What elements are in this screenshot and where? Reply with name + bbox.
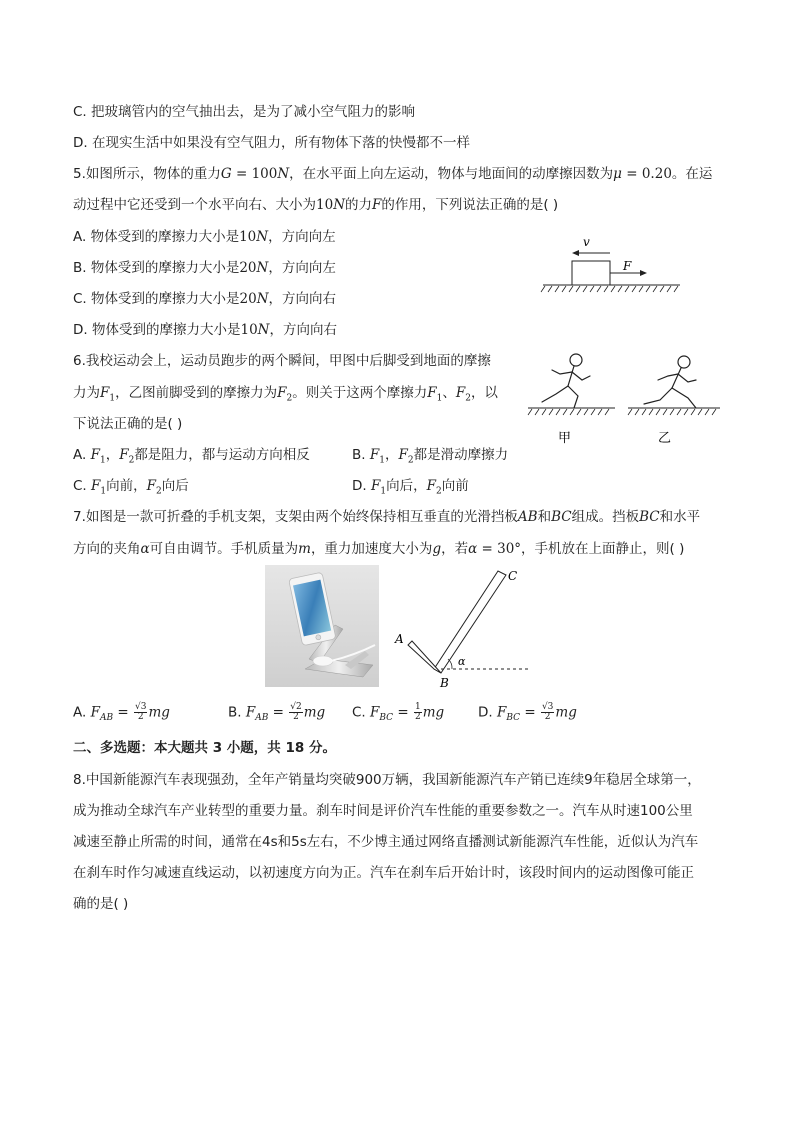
q8-line4: 在刹车时作匀减速直线运动，以初速度方向为正。汽车在刹车后开始计时，该段时间内的运动图像可能正 [73,865,694,881]
q6-stem-line2: 力为$F_1$，乙图前脚受到的摩擦力为$F_2$。则关于这两个摩擦力$F_1$、$F_2$，以 [73,385,498,404]
q5-block-figure [535,228,685,296]
label-alpha: α [458,655,466,668]
q6-runners-figure [520,350,725,448]
velocity-label: v [583,235,590,249]
label-c: C [508,569,518,583]
q7-option-b: B. $F_{AB}$ = $\frac{√2}{2}$ mg [228,702,326,724]
q5-option-c: C. 物体受到的摩擦力大小是20N，方向向右 [73,291,337,307]
q8-line3: 减速至静止所需的时间，通常在4s和5s左右，不少博主通过网络直播测试新能源汽车性能，近似认为汽车 [73,834,699,850]
q8-line2: 成为推动全球汽车产业转型的重要力量。刹车时间是评价汽车性能的重要参数之一。汽车从时速100公里 [73,803,693,819]
q5-stem-line2: 动过程中它还受到一个水平向右、大小为10N的力F的作用，下列说法正确的是( ) [73,197,559,213]
q4-option-d: D. 在现实生活中如果没有空气阻力，所有物体下落的快慢都不一样 [73,135,470,151]
q5-stem-line1: 5.如图所示，物体的重力G = 100N，在水平面上向左运动，物体与地面间的动摩擦因数为μ = 0.20。在运 [73,166,713,182]
block [572,261,610,285]
q7-option-a: A. $F_{AB}$ = $\frac{√3}{2}$ mg [73,702,170,724]
q6-option-c: C. $F_1$向前，$F_2$向后 [73,478,189,497]
figure-label-jia: 甲 [558,431,572,446]
q7-stand-diagram [390,565,535,690]
runner-jia [542,354,590,408]
q7-option-d: D. $F_{BC}$ = $\frac{√3}{2}$ mg [478,702,577,724]
q6-stem-line1: 6.我校运动会上，运动员跑步的两个瞬间，甲图中后脚受到地面的摩擦 [73,353,491,369]
runner-yi [644,356,696,408]
board-bc [434,571,506,673]
phone-stand-photo [265,565,379,687]
q4-option-c: C. 把玻璃管内的空气抽出去，是为了减小空气阻力的影响 [73,104,416,120]
board-ab [408,641,441,673]
q7-option-c: C. $F_{BC}$ = $\frac{1}{2}$ mg [352,702,445,724]
q8-line5: 确的是( ) [73,896,129,912]
figure-label-yi: 乙 [658,431,672,446]
q6-option-a: A. $F_1$，$F_2$都是阻力，都与运动方向相反 [73,447,310,466]
q8-line1: 8.中国新能源汽车表现强劲，全年产销量均突破900万辆，我国新能源汽车产销已连续9年稳居全球第一， [73,772,701,788]
q7-stem-line1: 7.如图是一款可折叠的手机支架，支架由两个始终保持相互垂直的光滑挡板AB和BC组成。挡板BC和水平 [73,509,701,525]
q6-stem-line3: 下说法正确的是( ) [73,416,183,432]
force-label: F [623,259,632,273]
q5-option-b: B. 物体受到的摩擦力大小是20N，方向向左 [73,260,336,276]
label-a: A [395,632,404,646]
q6-option-d: D. $F_1$向后，$F_2$向前 [352,478,469,497]
section-heading-multiple-choice: 二、多选题：本大题共 3 小题，共 18 分。 [73,740,336,756]
q7-stem-line2: 方向的夹角α可自由调节。手机质量为m，重力加速度大小为g，若α = 30°，手机放在上面静止，则( ) [73,541,685,557]
q5-option-a: A. 物体受到的摩擦力大小是10N，方向向左 [73,229,336,245]
label-b: B [440,676,449,690]
q6-option-b: B. $F_1$，$F_2$都是滑动摩擦力 [352,447,509,466]
q5-option-d: D. 物体受到的摩擦力大小是10N，方向向右 [73,322,337,338]
